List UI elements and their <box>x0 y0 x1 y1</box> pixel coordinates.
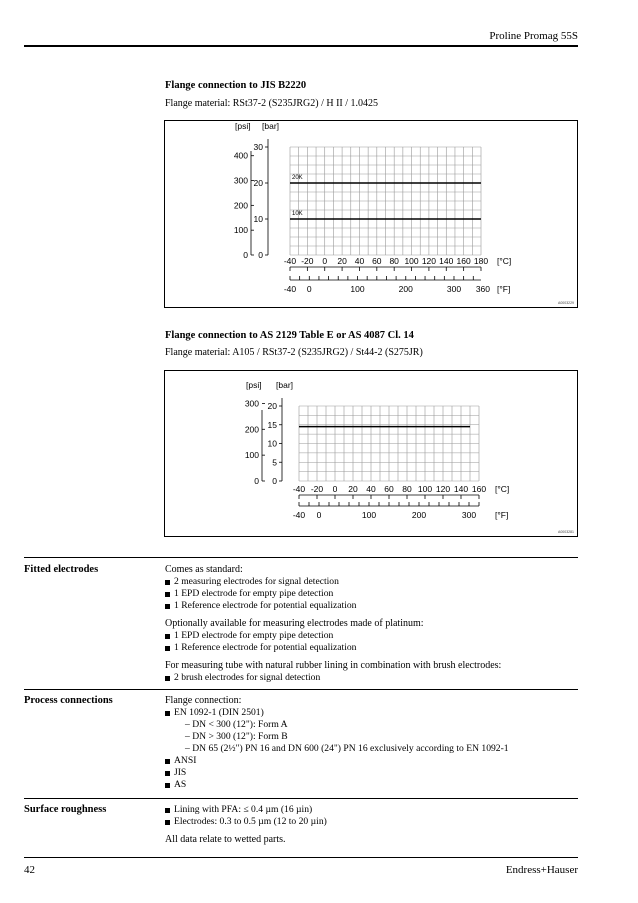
bar-unit-label: [bar] <box>262 121 280 131</box>
jis-section-title: Flange connection to JIS B2220 <box>165 80 307 91</box>
bar-tick-label: 0 <box>258 250 263 260</box>
celsius-tick-label: 80 <box>402 484 412 494</box>
celsius-tick-label: 120 <box>421 256 437 266</box>
jis-figure-ref-code: A0003229 <box>558 301 574 305</box>
psi-unit-label: [psi] <box>246 380 262 390</box>
surface-roughness-label: Surface roughness <box>24 804 107 815</box>
surface-list <box>165 804 575 828</box>
psi-tick-label: 300 <box>244 398 259 409</box>
bar-tick-label: 20 <box>253 178 263 188</box>
process-standards-list <box>165 755 575 791</box>
fahrenheit-tick-label: 200 <box>411 510 427 520</box>
process-en-list <box>165 707 575 719</box>
celsius-tick-label: 140 <box>439 256 454 266</box>
list-item: 2 brush electrodes for signal detection <box>165 672 575 684</box>
fahrenheit-unit-label: [°F] <box>497 284 511 294</box>
list-item: 2 measuring electrodes for signal detection <box>165 576 575 588</box>
psi-tick-label: 400 <box>233 150 248 161</box>
page-number: 42 <box>24 864 35 876</box>
fahrenheit-tick-label: 100 <box>350 284 365 294</box>
fahrenheit-tick-label: 0 <box>306 284 312 294</box>
psi-tick-label: 0 <box>254 476 259 486</box>
as-section-title: Flange connection to AS 2129 Table E or AS 4087 Cl. 14 <box>165 330 414 341</box>
section-divider <box>24 557 578 558</box>
series-label: 20K <box>292 175 303 181</box>
psi-tick-label: 300 <box>233 175 248 186</box>
fitted-optional-list <box>165 630 575 654</box>
list-item: EN 1092-1 (DIN 2501) <box>165 707 575 719</box>
section-divider <box>24 689 578 690</box>
list-item: 1 Reference electrode for potential equalization <box>165 600 575 612</box>
celsius-tick-label: 80 <box>389 256 399 266</box>
list-item: Electrodes: 0.3 to 0.5 µm (12 to 20 µin) <box>165 816 575 828</box>
celsius-tick-label: 0 <box>332 484 338 494</box>
as-pressure-temperature-chart <box>164 370 578 537</box>
fahrenheit-tick-label: 360 <box>475 284 491 294</box>
bar-tick-label: 20 <box>267 401 277 411</box>
celsius-tick-label: 20 <box>348 484 358 494</box>
celsius-tick-label: 180 <box>473 256 489 266</box>
bar-tick-label: 30 <box>253 142 263 152</box>
fitted-optional-intro: Optionally available for measuring electrodes made of platinum: <box>165 618 424 629</box>
fahrenheit-tick-label: 100 <box>361 510 377 520</box>
process-connections-label: Process connections <box>24 695 113 706</box>
as-flange-material: Flange material: A105 / RSt37-2 (S235JRG2) / St44-2 (S275JR) <box>165 347 423 358</box>
list-item: 1 EPD electrode for empty pipe detection <box>165 630 575 642</box>
bar-tick-label: 10 <box>253 214 263 224</box>
fitted-rubber-intro: For measuring tube with natural rubber lining in combination with brush electrodes: <box>165 660 502 671</box>
jis-flange-material: Flange material: RSt37-2 (S235JRG2) / H II / 1.0425 <box>165 98 379 109</box>
celsius-unit-label: [°C] <box>495 484 510 494</box>
psi-tick-label: 0 <box>243 250 248 260</box>
surface-note: All data relate to wetted parts. <box>165 834 286 845</box>
process-intro: Flange connection: <box>165 695 242 706</box>
as-figure-ref-code: A0003281 <box>558 530 574 534</box>
celsius-tick-label: 0 <box>322 256 328 266</box>
celsius-tick-label: -40 <box>283 256 297 266</box>
psi-tick-label: 200 <box>233 200 248 211</box>
fahrenheit-tick-label: -40 <box>283 284 297 294</box>
celsius-tick-label: 20 <box>337 256 347 266</box>
celsius-unit-label: [°C] <box>497 256 512 266</box>
list-item: 1 Reference electrode for potential equalization <box>165 642 575 654</box>
fahrenheit-tick-label: 300 <box>461 510 477 520</box>
section-divider <box>24 798 578 799</box>
celsius-tick-label: 160 <box>456 256 471 266</box>
bar-tick-label: 5 <box>272 457 277 468</box>
bar-tick-label: 15 <box>267 419 277 430</box>
list-item: Lining with PFA: ≤ 0.4 µm (16 µin) <box>165 804 575 816</box>
series-label: 10K <box>292 211 303 217</box>
celsius-tick-label: 60 <box>384 484 394 494</box>
fahrenheit-tick-label: -40 <box>292 510 306 520</box>
bar-unit-label: [bar] <box>276 380 294 390</box>
list-item: AS <box>165 779 575 791</box>
as-chart-svg <box>165 371 577 536</box>
list-item: ANSI <box>165 755 575 767</box>
surface-roughness-content <box>165 804 575 846</box>
fitted-intro: Comes as standard: <box>165 564 243 575</box>
footer-brand: Endress+Hauser <box>505 864 578 876</box>
celsius-tick-label: 40 <box>354 256 365 266</box>
psi-tick-label: 200 <box>244 424 259 435</box>
celsius-tick-label: -20 <box>310 484 324 494</box>
bar-tick-label: 10 <box>267 438 277 449</box>
celsius-tick-label: 60 <box>372 256 382 266</box>
process-en-sub-item: – DN < 300 (12"): Form A <box>185 719 288 730</box>
jis-chart-svg <box>165 121 577 307</box>
celsius-tick-label: 100 <box>417 484 433 494</box>
jis-pressure-temperature-chart <box>164 120 578 308</box>
celsius-tick-label: 100 <box>404 256 419 266</box>
psi-tick-label: 100 <box>244 450 259 461</box>
process-connections-content <box>165 695 575 791</box>
fahrenheit-tick-label: 200 <box>398 284 413 294</box>
celsius-tick-label: -20 <box>301 256 314 266</box>
fahrenheit-tick-label: 300 <box>446 284 462 294</box>
celsius-tick-label: 120 <box>435 484 451 494</box>
process-en-sub-item: – DN > 300 (12"): Form B <box>185 731 288 742</box>
bar-tick-label: 0 <box>272 476 277 486</box>
fitted-standard-list <box>165 576 575 612</box>
process-en-sub-item: – DN 65 (2½") PN 16 and DN 600 (24") PN 16 exclusively according to EN 1092-1 <box>185 743 509 754</box>
document-header-title: Proline Promag 55S <box>489 30 578 42</box>
list-item: 1 EPD electrode for empty pipe detection <box>165 588 575 600</box>
celsius-tick-label: 140 <box>453 484 469 494</box>
celsius-tick-label: 160 <box>471 484 487 494</box>
psi-tick-label: 100 <box>233 225 248 236</box>
fahrenheit-unit-label: [°F] <box>495 510 509 520</box>
celsius-tick-label: 40 <box>366 484 376 494</box>
celsius-tick-label: -40 <box>292 484 306 494</box>
fitted-rubber-list <box>165 672 575 684</box>
fitted-electrodes-label: Fitted electrodes <box>24 564 99 575</box>
footer-rule <box>24 857 578 858</box>
list-item: JIS <box>165 767 575 779</box>
fahrenheit-tick-label: 0 <box>316 510 322 520</box>
psi-unit-label: [psi] <box>235 121 251 131</box>
header-rule <box>24 45 578 47</box>
fitted-electrodes-content <box>165 564 575 684</box>
